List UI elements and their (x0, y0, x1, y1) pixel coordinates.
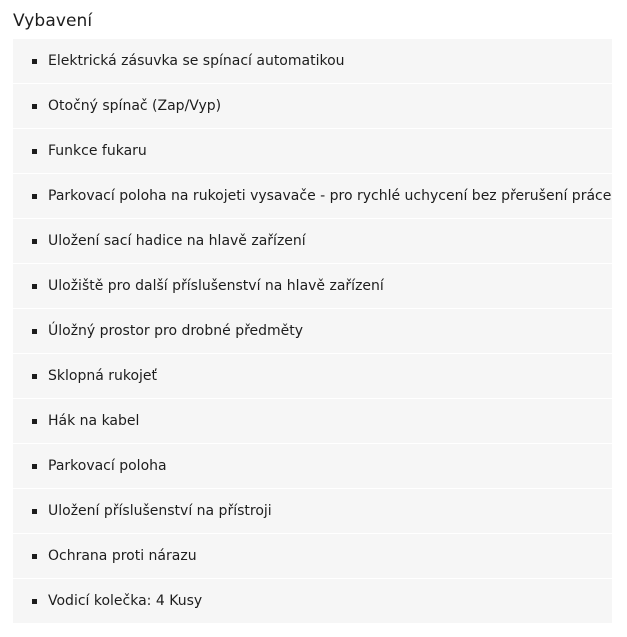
feature-item (13, 264, 612, 308)
square-bullet-icon (32, 239, 37, 244)
square-bullet-icon (32, 329, 37, 334)
square-bullet-icon (32, 104, 37, 109)
feature-item (13, 399, 612, 443)
feature-label: Uložení příslušenství na přístroji (48, 503, 272, 519)
feature-item (13, 354, 612, 398)
feature-item (13, 174, 612, 218)
section-title: Vybavení (13, 11, 93, 31)
feature-item (13, 219, 612, 263)
feature-list (13, 39, 612, 624)
square-bullet-icon (32, 464, 37, 469)
feature-item (13, 534, 612, 578)
feature-label: Elektrická zásuvka se spínací automatikou (48, 53, 345, 69)
feature-label: Parkovací poloha (48, 458, 167, 474)
feature-label: Hák na kabel (48, 413, 140, 429)
feature-item (13, 444, 612, 488)
square-bullet-icon (32, 509, 37, 514)
feature-item (13, 579, 612, 623)
feature-item (13, 309, 612, 353)
feature-item (13, 129, 612, 173)
feature-label: Vodicí kolečka: 4 Kusy (48, 593, 203, 609)
feature-item (13, 489, 612, 533)
feature-label: Otočný spínač (Zap/Vyp) (48, 98, 222, 114)
feature-label: Funkce fukaru (48, 143, 147, 159)
feature-item (13, 84, 612, 128)
square-bullet-icon (32, 419, 37, 424)
square-bullet-icon (32, 599, 37, 604)
feature-label: Parkovací poloha na rukojeti vysavače - pro rychlé uchycení bez přerušení práce (48, 188, 612, 204)
feature-label: Uložiště pro další příslušenství na hlavě zařízení (48, 278, 384, 294)
square-bullet-icon (32, 194, 37, 199)
feature-label: Ochrana proti nárazu (48, 548, 197, 564)
feature-item (13, 39, 612, 83)
square-bullet-icon (32, 554, 37, 559)
square-bullet-icon (32, 374, 37, 379)
feature-label: Uložení sací hadice na hlavě zařízení (48, 233, 306, 249)
square-bullet-icon (32, 149, 37, 154)
feature-label: Úložný prostor pro drobné předměty (48, 323, 304, 339)
feature-label: Sklopná rukojeť (48, 368, 158, 384)
square-bullet-icon (32, 59, 37, 64)
square-bullet-icon (32, 284, 37, 289)
